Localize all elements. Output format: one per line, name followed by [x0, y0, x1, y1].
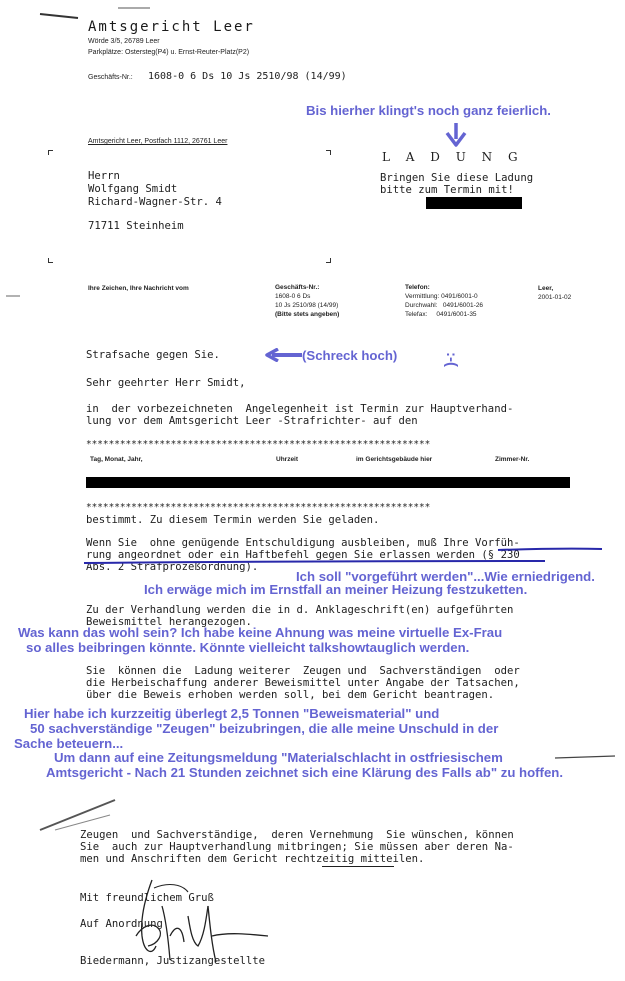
phone-line-1: Vermittlung: 0491/6001-0 [405, 293, 478, 300]
closing-greeting: Mit freundlichem Gruß [80, 892, 214, 904]
annotation-evidence-2: 50 sachverständige "Zeugen" beizubringen, die alle meine Unschuld in der [30, 721, 499, 736]
recipient-line-1: Herrn [88, 170, 120, 182]
annotation-ex-wife-1: Was kann das wohl sein? Ich habe keine Ahnung was meine virtuelle Ex-Frau [18, 625, 503, 640]
phone-line-2: Durchwahl: 0491/6001-26 [405, 302, 484, 309]
emphasis-underline [322, 866, 394, 867]
info-ref-line-1: 1608-0 6 Ds [275, 293, 311, 300]
salutation: Sehr geehrter Herr Smidt, [86, 377, 246, 389]
highlight-underline [80, 545, 610, 569]
signature [118, 876, 278, 970]
info-ref-label: Geschäfts-Nr.: [275, 284, 320, 291]
para5-line-1: Zeugen und Sachverständige, deren Vernehmung Sie wünschen, können [80, 829, 514, 841]
para1-line-2: lung vor dem Amtsgericht Leer -Strafrichter- auf den [86, 415, 418, 427]
letter-date: 2001-01-02 [538, 294, 572, 301]
subject-line: Strafsache gegen Sie. [86, 349, 220, 361]
recipient-line-3: Richard-Wagner-Str. 4 [88, 196, 222, 208]
annotation-ceremonial: Bis hierher klingt's noch ganz feierlich. [306, 103, 551, 118]
closing-signatory: Biedermann, Justizangestellte [80, 955, 265, 967]
col-date: Tag, Monat, Jahr, [90, 456, 143, 463]
redacted-block [426, 197, 522, 209]
info-ref-line-2: 10 Js 2510/98 (14/99) [275, 302, 339, 309]
annotation-evidence-1: Hier habe ich kurzzeitig überlegt 2,5 Tonnen "Beweismaterial" und [24, 706, 440, 721]
annotation-shock: (Schreck hoch) [302, 348, 398, 363]
phone-label: Telefon: [405, 284, 430, 291]
instruction-line-2: bitte zum Termin mit! [380, 184, 514, 196]
para2-line-2: rung angeordnet oder ein Haftbefehl gegen Sie erlassen werden (§ 230 [86, 549, 520, 561]
col-building: im Gerichtsgebäude hier [356, 456, 433, 463]
para2-line-1: Wenn Sie ohne genügende Entschuldigung ausbleiben, muß Ihre Vorfüh- [86, 537, 520, 549]
phone-line-3: Telefax: 0491/6001-35 [405, 311, 477, 318]
col-time: Uhrzeit [276, 456, 299, 463]
document-title: L A D U N G [382, 150, 524, 164]
annotation-ex-wife-2: so alles beibringen könnte. Könnte vielleicht talkshowtauglich werden. [26, 640, 470, 655]
place-label: Leer, [538, 285, 554, 292]
arrow-left-icon [264, 348, 304, 362]
para4-line-2: die Herbeischaffung anderer Beweismittel unter Angabe der Tatsachen, [86, 677, 520, 689]
your-ref-label: Ihre Zeichen, Ihre Nachricht vom [88, 285, 189, 292]
return-address: Amtsgericht Leer, Postfach 1112, 26761 Leer [88, 138, 228, 145]
ref-value: 1608-0 6 Ds 10 Js 2510/98 (14/99) [148, 71, 347, 82]
info-ref-line-3: (Bitte stets angeben) [275, 311, 340, 318]
determined-line: bestimmt. Zu diesem Termin werden Sie geladen. [86, 514, 380, 526]
court-address: Wörde 3/5, 26789 Leer [88, 38, 160, 45]
para3-line-1: Zu der Verhandlung werden die in d. Anklageschrift(en) aufgeführten [86, 604, 514, 616]
closing-order: Auf Anordnung [80, 918, 163, 930]
col-room: Zimmer-Nr. [495, 456, 530, 463]
annotation-newspaper-1: Um dann auf eine Zeitungsmeldung "Materialschlacht in ostfriesischem [54, 750, 503, 765]
recipient-line-2: Wolfgang Smidt [88, 183, 178, 195]
para1-line-1: in der vorbezeichneten Angelegenheit ist Termin zur Hauptverhand- [86, 403, 514, 415]
stars-bottom: ************************************************************* [86, 502, 431, 513]
annotation-sad-face: :-( [443, 352, 460, 367]
window-corner-bl [48, 258, 53, 263]
window-corner-br [326, 258, 331, 263]
annotation-newspaper-2: Amtsgericht - Nach 21 Stunden zeichnet sich eine Klärung des Falls ab" zu hoffen. [46, 765, 563, 780]
annotation-presented: Ich soll "vorgeführt werden"...Wie erniedrigend. [296, 569, 595, 584]
para2-line-3: Abs. 2 Strafprozeßordnung). [86, 561, 259, 573]
para5-line-3: men und Anschriften dem Gericht rechtzeitig mitteilen. [80, 853, 425, 865]
window-corner-tl [48, 150, 53, 155]
court-parking: Parkplätze: Ostersteg(P4) u. Ernst-Reuter-Platz(P2) [88, 49, 250, 56]
para4-line-1: Sie können die Ladung weiterer Zeugen und Sachverständigen oder [86, 665, 520, 677]
court-name: Amtsgericht Leer [88, 19, 255, 35]
ref-label: Geschäfts-Nr.: [88, 74, 133, 81]
para5-line-2: Sie auch zur Hauptverhandlung mitbringen; Sie müssen aber deren Na- [80, 841, 514, 853]
annotation-heater: Ich erwäge mich im Ernstfall an meiner Heizung festzuketten. [144, 582, 528, 597]
arrow-down-icon [444, 121, 468, 149]
para4-line-3: über die Beweis erhoben werden soll, bei dem Gericht beantragen. [86, 689, 495, 701]
recipient-city: 71711 Steinheim [88, 220, 184, 232]
para3-line-2: Beweismittel herangezogen. [86, 616, 252, 628]
window-corner-tr [326, 150, 331, 155]
instruction-line-1: Bringen Sie diese Ladung [380, 172, 534, 184]
annotation-evidence-3: Sache beteuern... [14, 736, 124, 751]
stars-top: ************************************************************* [86, 439, 431, 450]
redacted-date-bar [86, 477, 570, 488]
